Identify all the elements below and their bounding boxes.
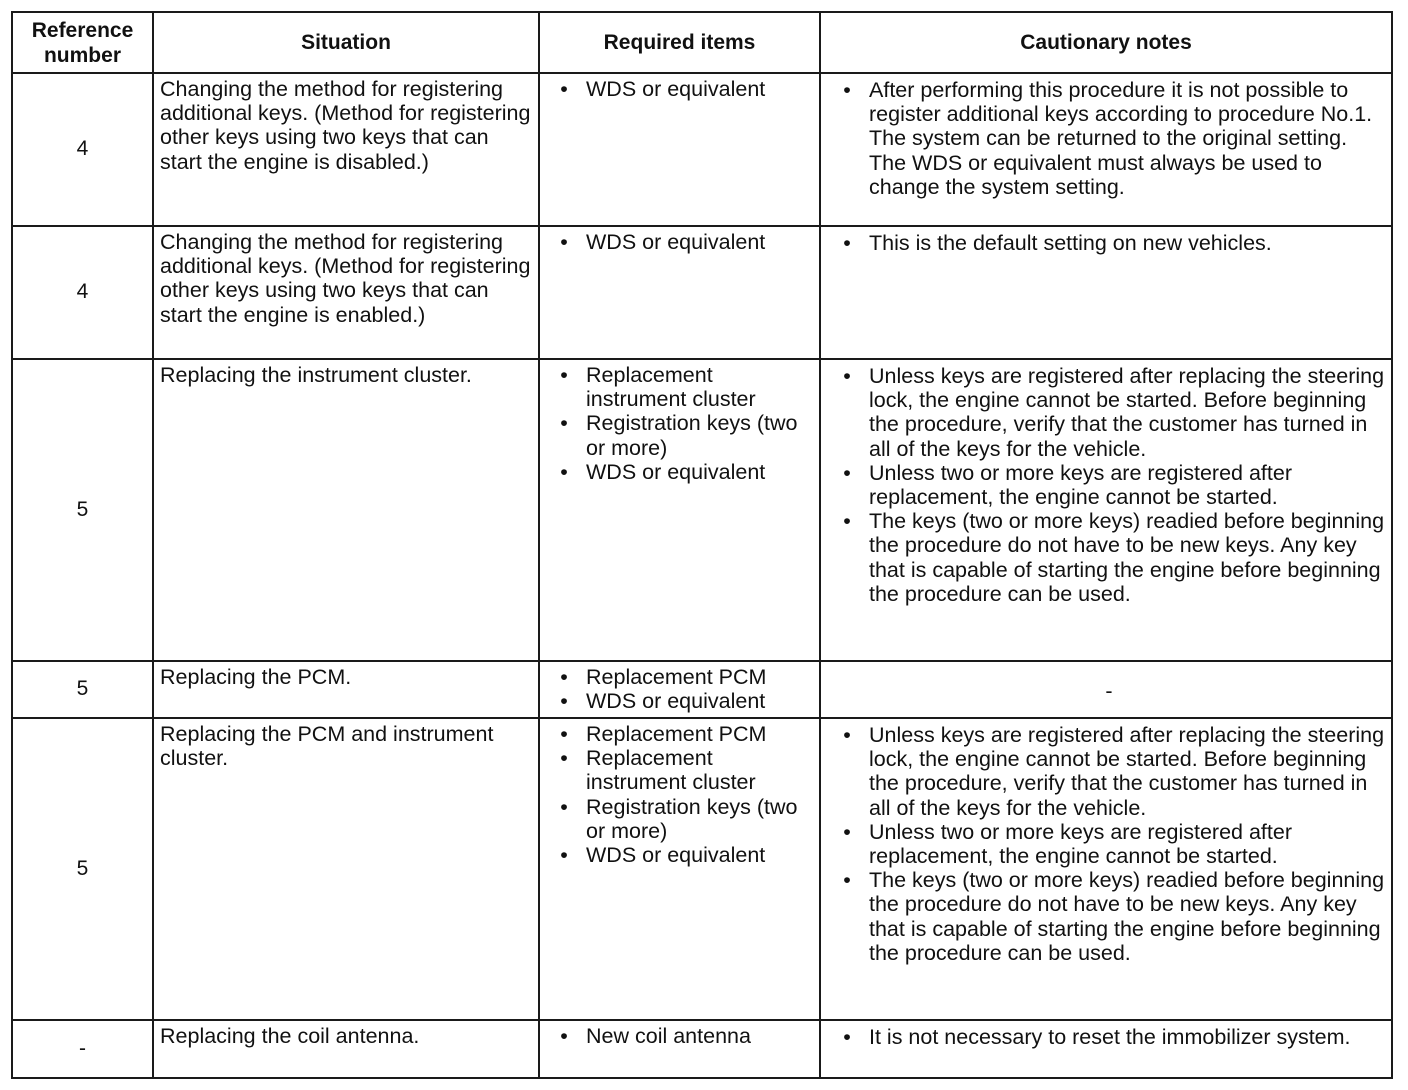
bullet-icon: • <box>560 794 568 819</box>
list-item: • Registration keys (two or more) <box>550 411 813 459</box>
list-item: • Registration keys (two or more) <box>550 795 813 843</box>
bullet-icon: • <box>560 363 568 387</box>
required-items-cell <box>539 1020 820 1078</box>
header-row <box>12 12 1392 73</box>
situation-cell: Replacing the instrument cluster. <box>153 359 539 661</box>
reference-number-cell: 4 <box>12 226 153 359</box>
situation-cell: Replacing the coil antenna. <box>153 1020 539 1078</box>
bullet-icon: • <box>560 77 568 101</box>
header-situation: Situation <box>153 12 539 73</box>
bullet-icon: • <box>843 460 851 485</box>
cautionary-notes-cell <box>820 718 1392 1020</box>
situation-cell: Replacing the PCM and instrument cluster. <box>153 718 539 1020</box>
reference-number-cell: 5 <box>12 661 153 718</box>
bullet-icon: • <box>843 509 851 534</box>
header-reference-number: Reference number <box>12 12 153 73</box>
required-items-cell <box>539 359 820 661</box>
bullet-icon: • <box>843 1025 851 1049</box>
list-item: • WDS or equivalent <box>550 77 813 101</box>
bullet-icon: • <box>560 689 568 714</box>
cautionary-notes-cell <box>820 73 1392 226</box>
table-row <box>12 718 1392 1020</box>
bullet-icon: • <box>843 819 851 844</box>
bullet-icon: • <box>560 230 568 254</box>
list-item: • Unless keys are registered after replacing the steering lock, the engine cannot be started. Before beginning the procedure, verify that the customer has turned in all of the keys for the vehicle. <box>833 723 1385 820</box>
reference-number-cell: 5 <box>12 718 153 1020</box>
bullet-icon: • <box>560 459 568 484</box>
list-item: • This is the default setting on new vehicles. <box>833 231 1385 255</box>
table-row <box>12 661 1392 718</box>
list-item: • New coil antenna <box>550 1024 813 1048</box>
table-row <box>12 359 1392 661</box>
bullet-icon: • <box>560 722 568 746</box>
list-item: • Replacement instrument cluster <box>550 363 813 411</box>
bullet-icon: • <box>560 746 568 771</box>
situation-cell: Changing the method for registering additional keys. (Method for registering other keys using two keys that can start the engine is enabled.) <box>153 226 539 359</box>
required-items-cell <box>539 661 820 718</box>
list-item: • Unless two or more keys are registered after replacement, the engine cannot be started. <box>833 820 1385 868</box>
list-item: • Replacement instrument cluster <box>550 746 813 794</box>
list-item: • WDS or equivalent <box>550 689 813 713</box>
list-item: • Unless two or more keys are registered after replacement, the engine cannot be started. <box>833 461 1385 509</box>
list-item: • The keys (two or more keys) readied before beginning the procedure do not have to be new keys. Any key that is capable of starting the engine before beginning the procedure can be used. <box>833 868 1385 965</box>
reference-number-cell: 4 <box>12 73 153 226</box>
list-item: • WDS or equivalent <box>550 843 813 867</box>
list-item: • Unless keys are registered after replacing the steering lock, the engine cannot be started. Before beginning the procedure, verify that the customer has turned in all of the keys for the vehicle. <box>833 364 1385 461</box>
list-item: • The keys (two or more keys) readied before beginning the procedure do not have to be new keys. Any key that is capable of starting the engine before beginning the procedure can be used. <box>833 509 1385 606</box>
required-items-cell <box>539 718 820 1020</box>
bullet-icon: • <box>843 364 851 388</box>
situation-cell: Changing the method for registering additional keys. (Method for registering other keys using two keys that can start the engine is disabled.) <box>153 73 539 226</box>
required-items-cell <box>539 226 820 359</box>
cautionary-notes-cell <box>820 226 1392 359</box>
bullet-icon: • <box>843 723 851 747</box>
list-item: • Replacement PCM <box>550 665 813 689</box>
bullet-icon: • <box>843 78 851 102</box>
list-item: • WDS or equivalent <box>550 230 813 254</box>
bullet-icon: • <box>843 868 851 893</box>
cautionary-notes-cell: - <box>820 661 1392 718</box>
cautionary-notes-cell <box>820 359 1392 661</box>
table-row <box>12 1020 1392 1078</box>
table-row <box>12 73 1392 226</box>
list-item: • It is not necessary to reset the immobilizer system. <box>833 1025 1385 1049</box>
bullet-icon: • <box>843 231 851 255</box>
header-required-items: Required items <box>539 12 820 73</box>
bullet-icon: • <box>560 1024 568 1048</box>
bullet-icon: • <box>560 665 568 689</box>
list-item: • After performing this procedure it is not possible to register additional keys according to procedure No.1. The system can be returned to the original setting. The WDS or equivalent must always be used to change the system setting. <box>833 78 1385 199</box>
list-item: • Replacement PCM <box>550 722 813 746</box>
cautionary-notes-cell <box>820 1020 1392 1078</box>
list-item: • WDS or equivalent <box>550 460 813 484</box>
bullet-icon: • <box>560 411 568 436</box>
bullet-icon: • <box>560 843 568 868</box>
required-items-cell <box>539 73 820 226</box>
reference-number-cell: - <box>12 1020 153 1078</box>
table-row <box>12 226 1392 359</box>
header-cautionary-notes: Cautionary notes <box>820 12 1392 73</box>
reference-number-cell: 5 <box>12 359 153 661</box>
situation-cell: Replacing the PCM. <box>153 661 539 718</box>
key-registration-table <box>11 11 1393 1079</box>
